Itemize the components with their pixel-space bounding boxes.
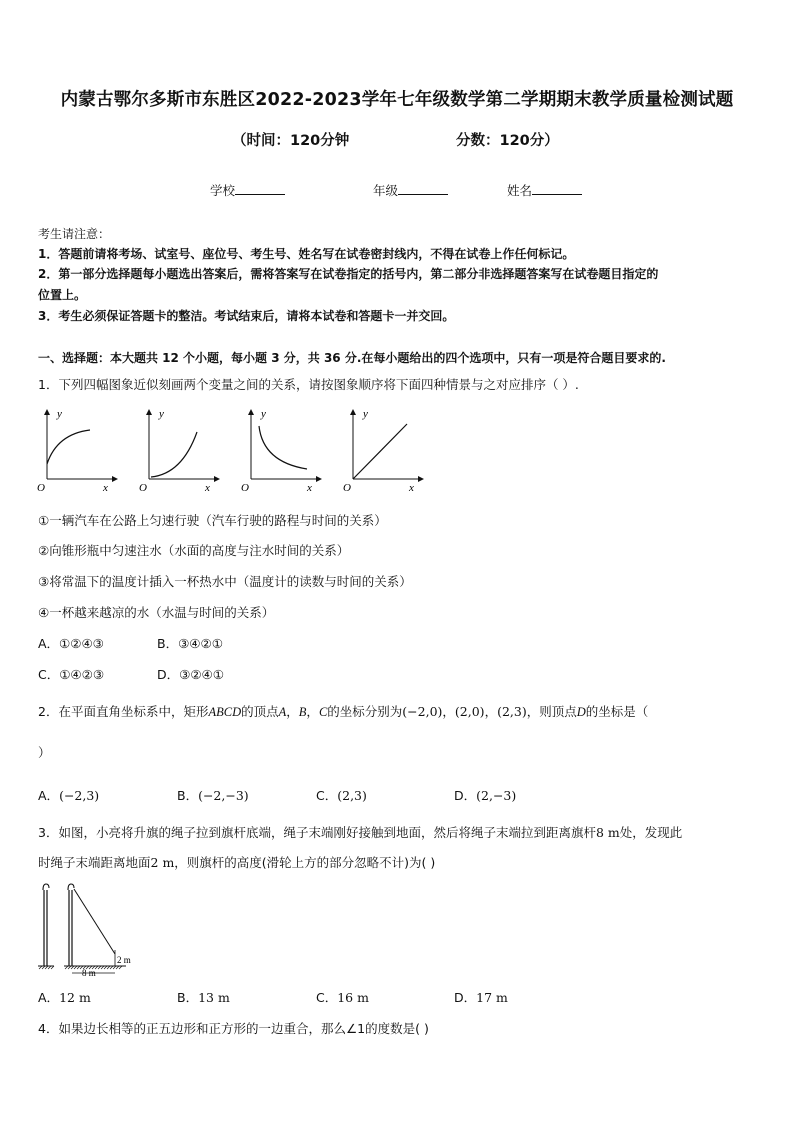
- origin-label: O: [139, 482, 147, 494]
- option-label: B．: [177, 788, 199, 803]
- q1-item-4: ④一杯越来越凉的水（水温与时间的关系）: [38, 605, 275, 620]
- q2-comma: ，: [286, 704, 299, 719]
- q3-flagpole-figure: [34, 880, 134, 978]
- option-value: 13 m: [198, 990, 230, 1005]
- name-field: [507, 181, 582, 199]
- q1-graphs: [35, 404, 435, 496]
- y-label: y: [57, 408, 62, 420]
- q2-coord-b: (2,0): [454, 704, 485, 719]
- q3-distance-8m: 8 m: [595, 825, 620, 840]
- q1-item-3: ③将常温下的温度计插入一杯热水中（温度计的读数与时间的关系）: [38, 574, 412, 589]
- q2-text-b: 的顶点: [241, 704, 279, 719]
- score-label: 分数：120分）: [456, 133, 559, 149]
- graph-2: [139, 408, 219, 494]
- grade-field: [373, 181, 448, 199]
- x-label: x: [307, 482, 312, 494]
- fig-label-8m: 8 m: [82, 968, 96, 978]
- q1-item-1: ①一辆汽车在公路上匀速行驶（汽车行驶的路程与时间的关系）: [38, 513, 387, 528]
- option-label: A．: [38, 788, 60, 803]
- option-value: (−2,3): [59, 788, 100, 803]
- q3-text: ，则旗杆的高度(滑轮上方的部分忽略不计)为( ): [174, 855, 436, 870]
- notice-item-2-cont: 位置上。: [38, 288, 87, 302]
- school-field: [210, 181, 285, 199]
- q3-height-2m: 2 m: [150, 855, 175, 870]
- notice-heading: 考生请注意：: [38, 227, 111, 241]
- option-value: (−2,−3): [198, 788, 249, 803]
- grade-blank: [398, 182, 448, 195]
- curve-convex-increasing: [151, 432, 197, 477]
- x-label: x: [103, 482, 108, 494]
- q3-text: 处，发现此: [619, 825, 683, 840]
- origin-label: O: [241, 482, 249, 494]
- notice-item-3: 3．考生必须保证答题卡的整洁。考试结束后，请将本试卷和答题卡一并交回。: [38, 309, 455, 323]
- q1-option-a: A．①②④③: [38, 636, 104, 651]
- q1-option-d: D．③②④①: [157, 667, 224, 682]
- q3-stem-line-1: [38, 823, 682, 841]
- q2-stem: [38, 702, 648, 720]
- flagpole-before: [38, 884, 54, 969]
- q2-coord-a: (−2,0): [402, 704, 443, 719]
- origin-label: O: [37, 482, 45, 494]
- q2-point-c: C: [318, 705, 328, 719]
- q2-option-d: [454, 786, 516, 804]
- q2-point-d: D: [576, 705, 586, 719]
- q1-item-2: ②向锥形瓶中匀速注水（水面的高度与注水时间的关系）: [38, 543, 350, 558]
- option-label: D．: [454, 788, 477, 803]
- option-value: (2,3): [337, 788, 367, 803]
- school-label: 学校: [210, 183, 236, 198]
- curve-concave-increasing: [47, 430, 90, 464]
- q2-close-paren: ）: [38, 745, 51, 760]
- curve-decreasing: [259, 426, 307, 469]
- option-value: (2,−3): [476, 788, 517, 803]
- q1-stem: 1．下列四幅图象近似刻画两个变量之间的关系，请按图象顺序将下面四种情景与之对应排序（ ）.: [38, 377, 579, 392]
- y-label: y: [261, 408, 266, 420]
- q1-option-c: C．①④②③: [38, 667, 105, 682]
- q1-option-b: B．③④②①: [157, 636, 223, 651]
- fig-label-2m: 2 m: [117, 955, 131, 965]
- q3-stem-line-2: [38, 853, 435, 871]
- q2-sep: ，: [484, 704, 498, 719]
- q3-option-b: [177, 988, 230, 1006]
- option-label: A．: [38, 990, 60, 1005]
- name-blank: [532, 182, 582, 195]
- section-heading: 一、选择题：本大题共 12 个小题，每小题 3 分，共 36 分.在每小题给出的四个选项中，只有一项是符合题目要求的.: [38, 351, 666, 365]
- notice-item-2: 2．第一部分选择题每小题选出答案后，需将答案写在试卷指定的括号内，第二部分非选择题答案写在试卷题目指定的: [38, 267, 659, 281]
- q3-option-c: [316, 988, 369, 1006]
- q2-sep: ，: [442, 704, 455, 719]
- q2-option-b: [177, 786, 249, 804]
- q2-point-a: A: [278, 705, 287, 719]
- x-label: x: [409, 482, 414, 494]
- q2-comma: ，: [306, 704, 319, 719]
- y-label: y: [159, 408, 164, 420]
- q3-option-d: [454, 988, 508, 1006]
- q3-text: 3．如图，小亮将升旗的绳子拉到旗杆底端，绳子末端刚好接触到地面，然后将绳子末端拉到距离旗杆: [38, 825, 596, 840]
- option-label: D．: [454, 990, 477, 1005]
- option-value: 17 m: [476, 990, 508, 1005]
- graph-3: [241, 408, 321, 494]
- option-label: C．: [316, 788, 338, 803]
- graph-4: [343, 408, 423, 494]
- q2-text-e: 的坐标是（: [585, 704, 649, 719]
- notice-item-1: 1．答题前请将考场、试室号、座位号、考生号、姓名写在试卷密封线内，不得在试卷上作任何标记。: [38, 247, 575, 261]
- option-label: B．: [177, 990, 199, 1005]
- q2-option-a: [38, 786, 99, 804]
- q2-option-c: [316, 786, 367, 804]
- origin-label: O: [343, 482, 351, 494]
- q2-text-a: 2．在平面直角坐标系中，矩形: [38, 704, 209, 719]
- straight-line: [353, 424, 407, 479]
- q2-rect: ABCD: [208, 705, 242, 719]
- q2-text-c: 的坐标分别为: [327, 704, 403, 719]
- graph-1: [37, 408, 117, 494]
- rope: [74, 889, 115, 954]
- y-label: y: [363, 408, 368, 420]
- page-title: 内蒙古鄂尔多斯市东胜区2022-2023学年七年级数学第二学期期末教学质量检测试题: [60, 90, 734, 110]
- q2-coord-c: (2,3): [497, 704, 527, 719]
- x-label: x: [205, 482, 210, 494]
- q3-option-a: [38, 988, 91, 1006]
- option-label: C．: [316, 990, 338, 1005]
- flagpole-after: [64, 884, 131, 978]
- time-label: （时间：120分钟: [232, 133, 350, 149]
- q2-point-b: B: [298, 705, 307, 719]
- name-label: 姓名: [507, 183, 533, 198]
- q2-text-d: ，则顶点: [526, 704, 577, 719]
- option-value: 12 m: [59, 990, 91, 1005]
- q4-stem: 4．如果边长相等的正五边形和正方形的一边重合，那么∠1的度数是( ): [38, 1021, 429, 1036]
- school-blank: [235, 182, 285, 195]
- q3-text: 时绳子末端距离地面: [38, 855, 151, 870]
- option-value: 16 m: [337, 990, 369, 1005]
- grade-label: 年级: [373, 183, 399, 198]
